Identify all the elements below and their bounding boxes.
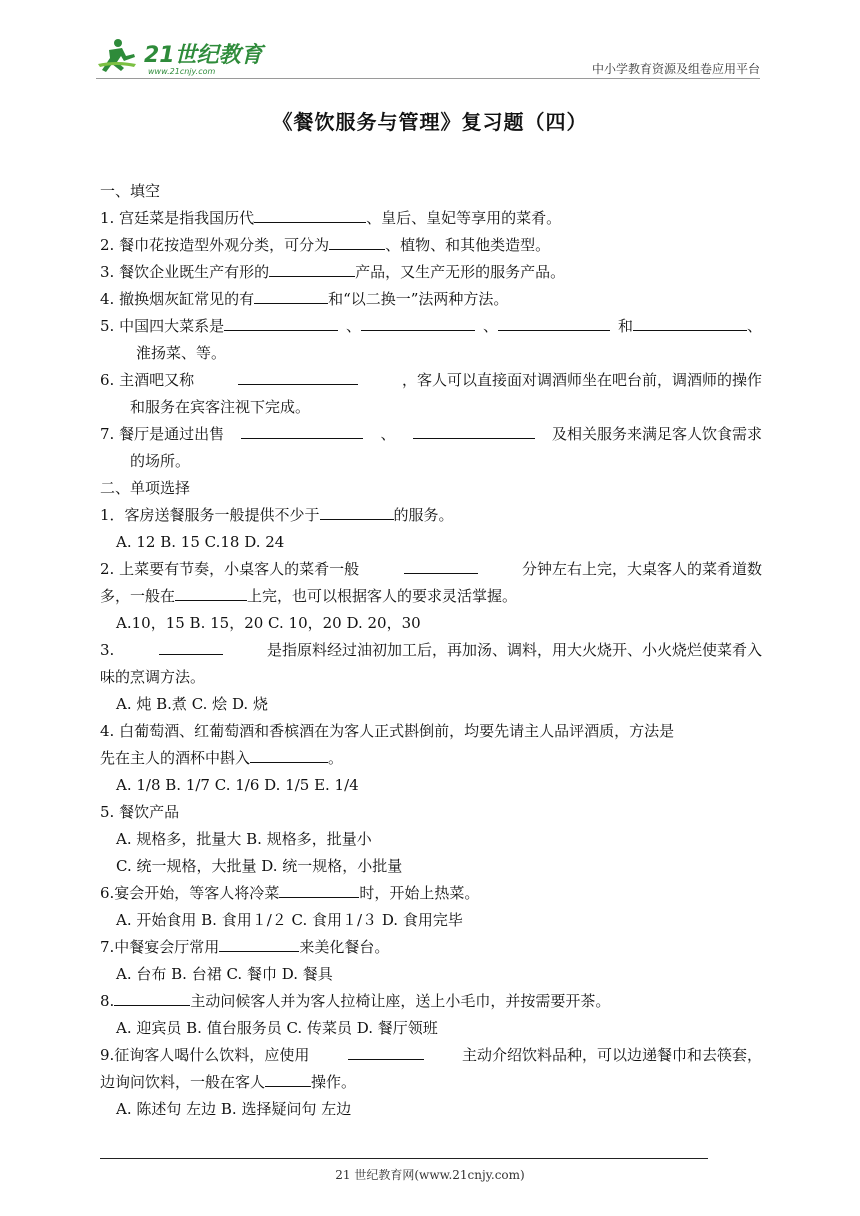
choice-q1: 1．客房送餐服务一般提供不少于 的服务。 [100, 502, 762, 529]
answer-blank [329, 232, 385, 250]
choice-q5-options-1: A. 规格多，批量大 B. 规格多，批量小 [116, 830, 372, 848]
answer-blank [279, 880, 359, 898]
choice-q2: 2. 上菜要有节奏，小桌客人的菜肴一般 分钟左右上完，大桌客人的菜肴道数 [100, 556, 762, 583]
choice-q3: 3. 是指原料经过油初加工后，再加汤、调料，用大火烧开、小火烧烂使菜肴入 [100, 637, 762, 664]
answer-blank [175, 583, 247, 601]
svg-text:www.21cnjy.com: www.21cnjy.com [148, 67, 216, 76]
document-body [100, 178, 762, 1123]
answer-blank [348, 1042, 424, 1060]
fill-q4: 4. 撤换烟灰缸常见的有 和“以二换一”法两种方法。 [100, 286, 762, 313]
platform-name: 中小学教育资源及组卷应用平台 [591, 62, 760, 76]
answer-blank [241, 421, 363, 439]
choice-q1-options: A. 12 B. 15 C.18 D. 24 [116, 533, 285, 551]
choice-q3-options: A. 炖 B.煮 C. 烩 D. 烧 [116, 695, 268, 713]
answer-blank [238, 367, 358, 385]
choice-q2-cont: 多，一般在 上完，也可以根据客人的要求灵活掌握。 [100, 583, 762, 610]
section-heading-fill: 一、填空 [100, 182, 161, 200]
choice-q4-cont: 先在主人的酒杯中斟入 。 [100, 745, 762, 772]
answer-blank [265, 1069, 311, 1087]
choice-q5: 5. 餐饮产品 [100, 803, 180, 821]
fill-q5-cont: 淮扬菜、等。 [136, 344, 227, 362]
fill-q6: 6. 主酒吧又称 ，客人可以直接面对调酒师坐在吧台前，调酒师的操作 [100, 367, 762, 394]
choice-q7-options: A. 台布 B. 台裙 C. 餐巾 D. 餐具 [116, 965, 333, 983]
header-divider [96, 78, 760, 79]
answer-blank [633, 313, 747, 331]
fill-q5: 5. 中国四大菜系是 、 、 和 、 [100, 313, 762, 340]
answer-blank [254, 286, 328, 304]
choice-q2-options: A.10，15 B. 15，20 C. 10，20 D. 20，30 [116, 614, 421, 632]
answer-blank [250, 745, 328, 763]
choice-q3-cont: 味的烹调方法。 [100, 668, 206, 686]
choice-q6: 6.宴会开始，等客人将冷菜 时，开始上热菜。 [100, 880, 762, 907]
fill-q7: 7. 餐厅是通过出售 、 及相关服务来满足客人饮食需求 [100, 421, 762, 448]
answer-blank [254, 205, 366, 223]
choice-q8-options: A. 迎宾员 B. 值台服务员 C. 传菜员 D. 餐厅领班 [116, 1019, 438, 1037]
answer-blank [498, 313, 610, 331]
fill-q7-cont: 的场所。 [130, 452, 191, 470]
section-heading-single-choice: 二、单项选择 [100, 479, 191, 497]
fill-q3: 3. 餐饮企业既生产有形的 产品，又生产无形的服务产品。 [100, 259, 762, 286]
page-title: 《餐饮服务与管理》复习题（四） [272, 110, 588, 134]
choice-q9: 9.征询客人喝什么饮料，应使用 主动介绍饮料品种，可以边递餐巾和去筷套， [100, 1042, 762, 1069]
choice-q8: 8. 主动问候客人并为客人拉椅让座，送上小毛巾，并按需要开茶。 [100, 988, 762, 1015]
answer-blank [219, 934, 299, 952]
choice-q5-options-2: C. 统一规格，大批量 D. 统一规格，小批量 [116, 857, 403, 875]
fill-q2: 2. 餐巾花按造型外观分类，可分为 、植物、和其他类造型。 [100, 232, 762, 259]
svg-text:21世纪教育: 21世纪教育 [144, 43, 263, 68]
answer-blank [224, 313, 338, 331]
answer-blank [114, 988, 190, 1006]
answer-blank [413, 421, 535, 439]
answer-blank [159, 637, 223, 655]
page-header [96, 34, 760, 78]
answer-blank [404, 556, 478, 574]
choice-q6-options: A. 开始食用 B. 食用１/２ C. 食用１/３ D. 食用完毕 [116, 911, 463, 929]
choice-q9-options: A. 陈述句 左边 B. 选择疑问句 左边 [116, 1100, 352, 1118]
fill-q6-cont: 和服务在宾客注视下完成。 [130, 398, 311, 416]
choice-q9-cont: 边询问饮料，一般在客人 操作。 [100, 1069, 762, 1096]
answer-blank [361, 313, 475, 331]
answer-blank [320, 502, 394, 520]
site-logo [96, 34, 266, 78]
choice-q4: 4. 白葡萄酒、红葡萄酒和香槟酒在为客人正式斟倒前，均要先请主人品评酒质，方法是 [100, 722, 675, 740]
footer-divider [100, 1158, 708, 1159]
choice-q7: 7.中餐宴会厅常用 来美化餐台。 [100, 934, 762, 961]
page-footer: 21 世纪教育网(www.21cnjy.com) [335, 1168, 525, 1182]
answer-blank [269, 259, 355, 277]
choice-q4-options: A. 1/8 B. 1/7 C. 1/6 D. 1/5 E. 1/4 [116, 776, 359, 794]
fill-q1: 1. 宫廷菜是指我国历代 、皇后、皇妃等享用的菜肴。 [100, 205, 762, 232]
